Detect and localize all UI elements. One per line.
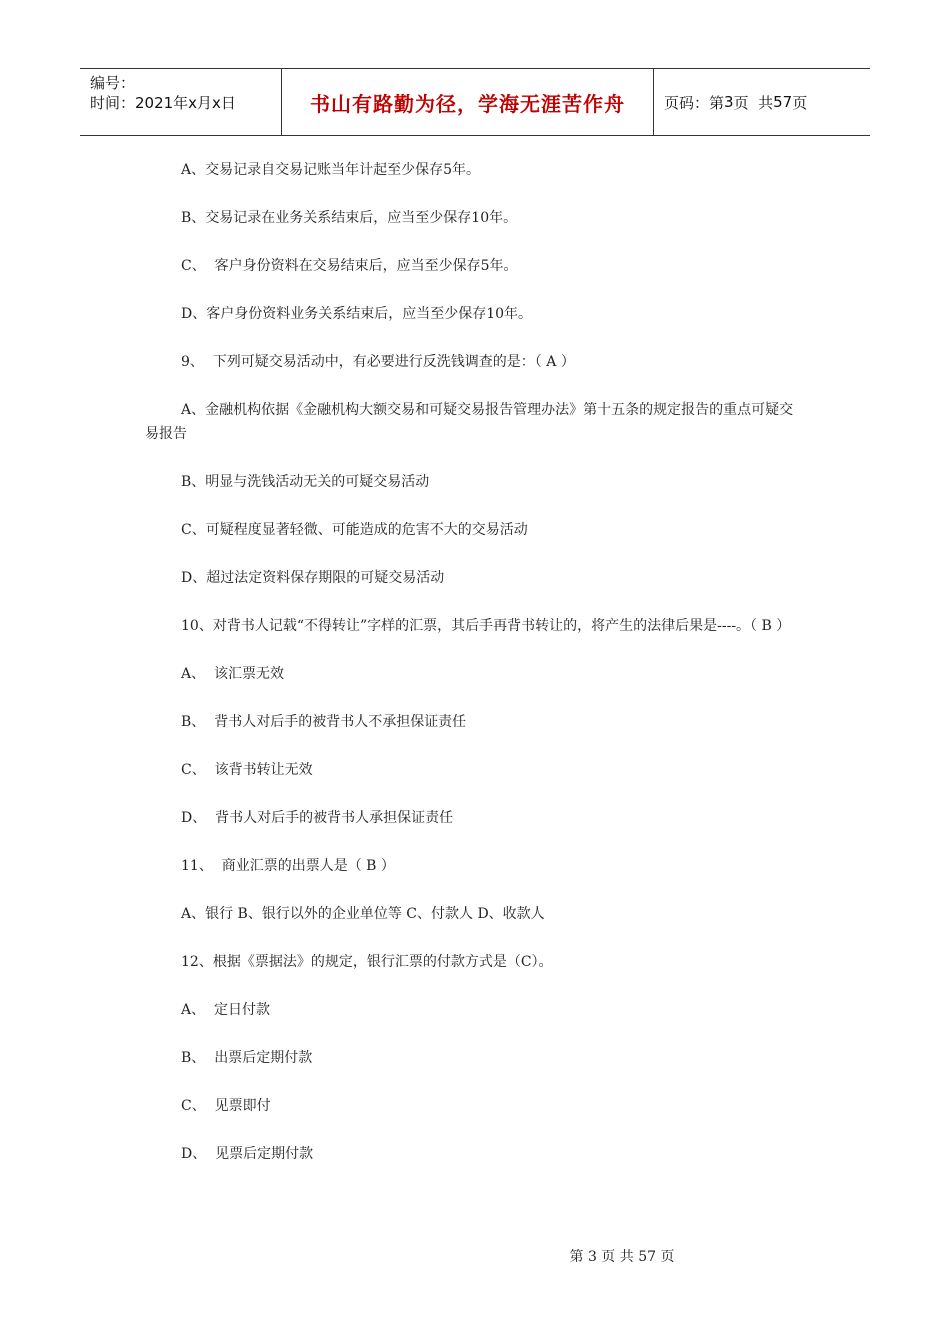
paragraph: A、 定日付款 <box>181 1002 271 1018</box>
paragraph: A、交易记录自交易记账当年计起至少保存5年。 <box>181 162 481 178</box>
page-header <box>80 68 870 136</box>
paragraph: 10、对背书人记载“不得转让”字样的汇票，其后手再背书转让的，将产生的法律后果是----。（ B ） <box>181 618 791 634</box>
paragraph: B、交易记录在业务关系结束后，应当至少保存10年。 <box>181 210 518 226</box>
header-meta <box>80 69 282 135</box>
paragraph: C、可疑程度显著轻微、可能造成的危害不大的交易活动 <box>181 522 528 538</box>
paragraph: A、银行 B、银行以外的企业单位等 C、付款人 D、收款人 <box>181 906 545 922</box>
paragraph: C、 该背书转让无效 <box>181 762 313 778</box>
paragraph: 9、 下列可疑交易活动中，有必要进行反洗钱调查的是：（ A ） <box>181 354 575 370</box>
header-motto: 书山有路勤为径，学海无涯苦作舟 <box>282 69 654 135</box>
paragraph: B、 背书人对后手的被背书人不承担保证责任 <box>181 714 467 730</box>
page-total: 57 <box>773 93 793 111</box>
paragraph: A、金融机构依据《金融机构大额交易和可疑交易报告管理办法》第十五条的规定报告的重点可疑交易报告 <box>145 402 794 442</box>
header-page-info <box>654 69 870 135</box>
paragraph: D、 背书人对后手的被背书人承担保证责任 <box>181 810 454 826</box>
page-footer: 第 3 页 共 57 页 <box>569 1249 675 1265</box>
paragraph: D、 见票后定期付款 <box>181 1146 314 1162</box>
page-middle: 页 共 <box>733 93 774 112</box>
document-time-label: 时间：2021年x月x日 <box>90 94 236 112</box>
document-number-label: 编号： <box>90 74 136 92</box>
page-prefix: 页码：第 <box>664 93 725 112</box>
paragraph: 12、根据《票据法》的规定，银行汇票的付款方式是（C）。 <box>181 954 553 970</box>
paragraph: A、 该汇票无效 <box>181 666 285 682</box>
paragraph: B、明显与洗钱活动无关的可疑交易活动 <box>181 474 430 490</box>
paragraph: D、客户身份资料业务关系结束后，应当至少保存10年。 <box>181 306 533 322</box>
paragraph: B、 出票后定期付款 <box>181 1050 313 1066</box>
document-body <box>145 158 805 1190</box>
page-suffix: 页 <box>792 93 808 112</box>
paragraph: D、超过法定资料保存期限的可疑交易活动 <box>181 570 445 586</box>
page-number: 3 <box>724 93 734 111</box>
paragraph: 11、 商业汇票的出票人是（ B ） <box>181 858 395 874</box>
paragraph: C、 见票即付 <box>181 1098 271 1114</box>
paragraph: C、 客户身份资料在交易结束后，应当至少保存5年。 <box>181 258 518 274</box>
